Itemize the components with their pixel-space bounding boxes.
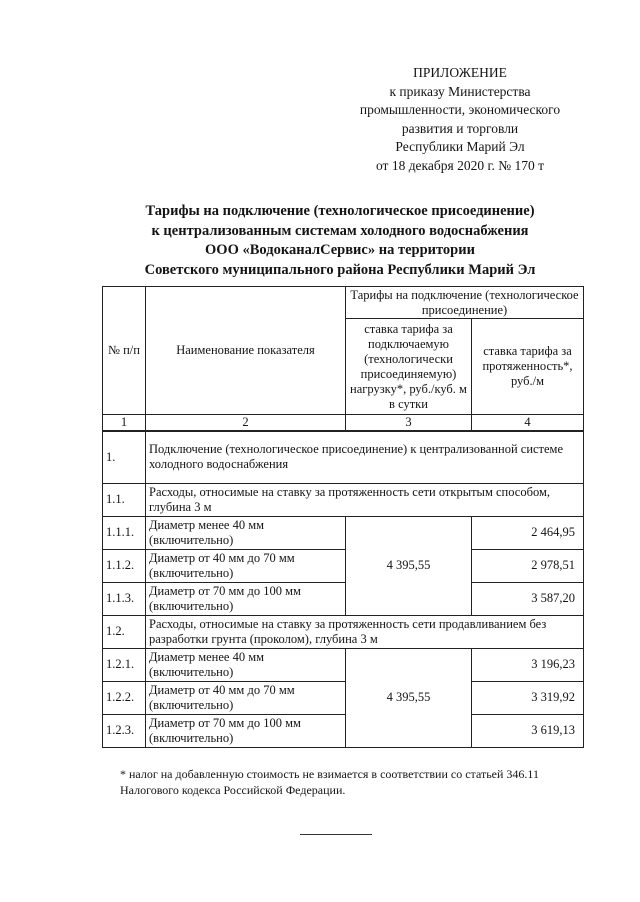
- header-tariffs-group: Тарифы на подключение (технологическое присоединение): [346, 287, 584, 319]
- appendix-line: Республики Марий Эл: [395, 139, 525, 154]
- header-rate-length: ставка тарифа за протяженность*, руб./м: [472, 319, 584, 415]
- length-rate-value: 3 319,92: [472, 681, 584, 714]
- load-rate-value: 4 395,55: [346, 516, 472, 615]
- table-row: [103, 681, 584, 714]
- header-rate-load: ставка тарифа за подключаемую (технологически присоединяемую) нагрузку*, руб./куб. м в сутки: [346, 319, 472, 415]
- table-row: [103, 549, 584, 582]
- section-row: [103, 431, 584, 483]
- row-name: Диаметр от 70 мм до 100 мм (включительно): [146, 582, 346, 615]
- col-number: 3: [346, 415, 472, 432]
- footnote: * налог на добавленную стоимость не взимается в соответствии со статьей 346.11 Налогового кодекса Российской Федерации.: [120, 767, 539, 797]
- section-text: Подключение (технологическое присоединение) к централизованной системе холодного водоснабжения: [146, 431, 584, 483]
- subsection-text: Расходы, относимые на ставку за протяженность сети продавливанием без разработки грунта (проколом), глубина 3 м: [146, 615, 584, 648]
- section-num: 1.: [103, 431, 146, 483]
- load-rate-value: 4 395,55: [346, 648, 472, 747]
- row-num: 1.1.1.: [103, 516, 146, 549]
- row-num: 1.2.2.: [103, 681, 146, 714]
- col-number: 2: [146, 415, 346, 432]
- row-name: Диаметр менее 40 мм (включительно): [146, 516, 346, 549]
- appendix-header: [330, 64, 590, 175]
- subsection-row: [103, 615, 584, 648]
- subsection-num: 1.2.: [103, 615, 146, 648]
- header-row: [103, 287, 584, 319]
- column-numbers-row: [103, 415, 584, 432]
- subsection-text: Расходы, относимые на ставку за протяженность сети открытым способом, глубина 3 м: [146, 483, 584, 516]
- table-row: [103, 582, 584, 615]
- row-num: 1.1.3.: [103, 582, 146, 615]
- row-name: Диаметр от 70 мм до 100 мм (включительно): [146, 714, 346, 747]
- appendix-date: от 18 декабря 2020 г. № 170 т: [375, 157, 545, 173]
- title-line: Советского муниципального района Республики Марий Эл: [144, 261, 536, 278]
- title-line: Тарифы на подключение (технологическое присоединение): [145, 203, 535, 219]
- length-rate-value: 2 978,51: [472, 549, 584, 582]
- subsection-num: 1.1.: [103, 483, 146, 516]
- appendix-line: развития и торговли: [401, 120, 519, 136]
- tariffs-table: [102, 286, 584, 748]
- appendix-title: ПРИЛОЖЕНИЕ: [413, 65, 507, 80]
- header-num: № п/п: [103, 287, 146, 415]
- table-row: [103, 714, 584, 747]
- row-name: Диаметр от 40 мм до 70 мм (включительно): [146, 681, 346, 714]
- col-number: 1: [103, 415, 146, 432]
- subsection-row: [103, 483, 584, 516]
- table-row: [103, 516, 584, 549]
- header-name: Наименование показателя: [146, 287, 346, 415]
- document-title: [110, 202, 570, 280]
- title-line: к централизованным системам холодного водоснабжения: [151, 222, 529, 239]
- row-num: 1.1.2.: [103, 549, 146, 582]
- length-rate-value: 3 619,13: [472, 714, 584, 747]
- row-num: 1.2.1.: [103, 648, 146, 681]
- row-name: Диаметр менее 40 мм (включительно): [146, 648, 346, 681]
- appendix-line: к приказу Министерства: [389, 83, 531, 99]
- length-rate-value: 2 464,95: [472, 516, 584, 549]
- row-name: Диаметр от 40 мм до 70 мм (включительно): [146, 549, 346, 582]
- length-rate-value: 3 587,20: [472, 582, 584, 615]
- signature-line: [300, 834, 372, 835]
- title-line: ООО «ВодоканалСервис» на территории: [205, 242, 475, 258]
- table-row: [103, 648, 584, 681]
- row-num: 1.2.3.: [103, 714, 146, 747]
- col-number: 4: [472, 415, 584, 432]
- appendix-line: промышленности, экономического: [359, 102, 561, 117]
- length-rate-value: 3 196,23: [472, 648, 584, 681]
